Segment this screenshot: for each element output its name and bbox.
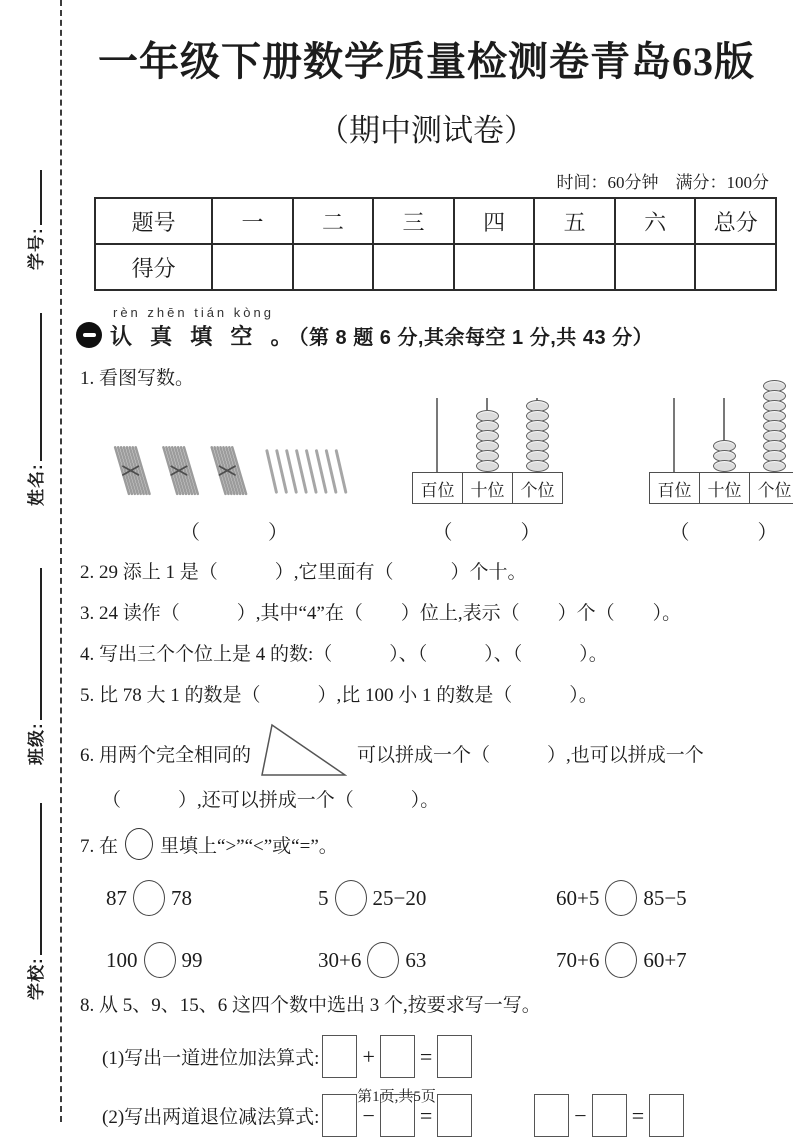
comparison-circle-icon	[335, 880, 367, 916]
question-7: 7. 在 里填上“>”“<”或“=”。 87 78 5 25−20 60+5 85−5 100 99 30+6 63 70+6 60+7	[80, 828, 777, 978]
q7-left-value: 70+6	[556, 947, 600, 972]
q7-right-value: 63	[405, 947, 427, 972]
score-table-corner: 题号	[95, 198, 212, 244]
q1-answer-blank: （ ）	[432, 522, 543, 544]
question-1: 1. 看图写数。	[80, 368, 195, 389]
margin-blank-student-name	[26, 313, 42, 461]
question-6: 6. 用两个完全相同的 可以拼成一个（ ）,也可以拼成一个 （ ）,还可以拼成一个（ ）。	[80, 723, 777, 814]
operator: −	[362, 1102, 375, 1128]
score-cell-empty	[454, 244, 535, 290]
margin-blank-class	[26, 568, 42, 720]
bead-stack	[713, 442, 736, 472]
question-6-line-2: （ ）,还可以拼成一个（ ）。	[102, 790, 440, 811]
q7-comparison-grid	[106, 880, 777, 978]
place-label: 个位	[749, 473, 793, 503]
margin-field-class	[16, 562, 52, 765]
q7-item	[106, 880, 318, 916]
score-table-col: 三	[373, 198, 454, 244]
abacus-1	[412, 398, 563, 504]
q7-right-value: 85−5	[643, 885, 687, 910]
place-label: 十位	[699, 473, 749, 503]
margin-blank-student-id	[26, 170, 42, 225]
place-label: 百位	[657, 480, 692, 500]
q7-right-value: 25−20	[372, 885, 427, 910]
score-table-col: 四	[454, 198, 535, 244]
margin-field-student-id	[16, 158, 52, 270]
equals-sign: =	[419, 1043, 433, 1069]
q7-item	[556, 880, 777, 916]
q7-item	[318, 880, 556, 916]
score-cell-empty	[293, 244, 374, 290]
abacus-rod-hundreds	[649, 398, 699, 472]
score-cell-empty	[534, 244, 615, 290]
exam-page	[76, 0, 792, 1137]
score-table-col: 六	[615, 198, 696, 244]
score-table-col: 一	[212, 198, 293, 244]
q1-abacus-1-block	[412, 398, 563, 545]
page-subtitle: （期中测试卷）	[318, 113, 535, 148]
score-cell-empty	[373, 244, 454, 290]
operator: −	[574, 1102, 587, 1128]
bead	[763, 460, 786, 472]
abacus-rod-ones	[512, 398, 562, 472]
score-row-label: 得分	[95, 244, 212, 290]
section-one-header	[76, 305, 777, 351]
section-one-icon	[76, 322, 102, 348]
score-cell-empty	[695, 244, 776, 290]
comparison-circle-icon	[605, 880, 637, 916]
margin-field-school	[16, 792, 52, 1000]
question-4: 4. 写出三个个位上是 4 的数:（ ）、（ ）、（ ）。	[80, 644, 608, 665]
counting-sticks-image	[110, 432, 360, 504]
abacus-rod-hundreds	[412, 398, 462, 472]
q7-right-value: 60+7	[643, 947, 687, 972]
score-cell-empty	[212, 244, 293, 290]
page-number: 第1页,共5页	[357, 1089, 436, 1105]
section-note: （第 8 题 6 分,其余每空 1 分,共 43 分）	[298, 327, 654, 349]
place-value-labels	[649, 472, 793, 504]
score-table-col: 二	[293, 198, 374, 244]
blank-circle-icon	[125, 828, 153, 860]
place-label: 个位	[512, 473, 562, 503]
score-table	[94, 197, 777, 291]
q1-answer-blank: （ ）	[669, 522, 780, 544]
equation-group	[319, 1035, 475, 1078]
section-title: 认 真 填 空 。	[110, 324, 299, 349]
q1-figures	[110, 398, 792, 545]
q7-left-value: 5	[318, 885, 329, 910]
answer-box	[380, 1035, 415, 1078]
margin-field-student-name	[16, 308, 52, 506]
q7-item	[106, 942, 318, 978]
question-3: 3. 24 读作（ ）,其中“4”在（ ）位上,表示（ ）个（ ）。	[80, 603, 682, 624]
q8-sub1	[102, 1035, 777, 1078]
comparison-circle-icon	[605, 942, 637, 978]
bead-stack	[476, 412, 499, 472]
question-5: 5. 比 78 大 1 的数是（ ）,比 100 小 1 的数是（ ）。	[80, 685, 598, 706]
score-table-header-row	[95, 198, 776, 244]
comparison-circle-icon	[133, 880, 165, 916]
question-2: 2. 29 添上 1 是（ ）,它里面有（ ）个十。	[80, 562, 527, 583]
q7-right-value: 99	[181, 947, 203, 972]
margin-label-class: 班级:	[26, 722, 46, 765]
q7-left-value: 87	[106, 885, 127, 910]
answer-box	[322, 1035, 357, 1078]
margin-blank-school	[26, 803, 42, 955]
abacus-rod-tens	[699, 398, 749, 472]
triangle-image	[261, 723, 347, 777]
fold-dashed-line	[60, 0, 62, 1122]
bead	[526, 460, 549, 472]
operator: +	[362, 1043, 375, 1069]
q7-left-value: 30+6	[318, 947, 362, 972]
place-label: 十位	[462, 473, 512, 503]
equals-sign: =	[419, 1102, 433, 1128]
q7-right-value: 78	[171, 885, 192, 910]
q8-sub1-label: (1)写出一道进位加法算式:	[102, 1048, 320, 1069]
bead-stack	[526, 402, 549, 472]
time-score-line: 时间：60分钟 满分：100分	[556, 173, 769, 192]
q1-answer-blank: （ ）	[180, 522, 290, 544]
abacus-rod-tens	[462, 398, 512, 472]
q1-abacus-2-block	[649, 398, 793, 545]
answer-box	[437, 1035, 472, 1078]
score-cell-empty	[615, 244, 696, 290]
place-label: 百位	[420, 480, 455, 500]
score-table-col: 总分	[695, 198, 776, 244]
rod-line	[436, 398, 438, 472]
q7-left-value: 100	[106, 947, 138, 972]
q8-sub2-label: (2)写出两道退位减法算式:	[102, 1107, 320, 1128]
score-table-col: 五	[534, 198, 615, 244]
q7-left-value: 60+5	[556, 885, 600, 910]
bead	[713, 460, 736, 472]
equals-sign: =	[631, 1102, 645, 1128]
section-pinyin: rèn zhēn tián kòng	[113, 305, 274, 320]
abacus-2	[649, 398, 793, 504]
place-value-labels	[412, 472, 563, 504]
abacus-rods	[649, 398, 793, 472]
bead-stack	[763, 382, 786, 472]
q1-sticks-block	[110, 432, 360, 545]
page-title: 一年级下册数学质量检测卷青岛63版	[98, 39, 755, 84]
abacus-rods	[412, 398, 563, 472]
margin-label-student-id: 学号:	[26, 227, 46, 270]
margin-label-student-name: 姓名:	[26, 463, 46, 506]
margin-label-school: 学校:	[26, 957, 46, 1000]
abacus-rod-ones	[749, 398, 793, 472]
comparison-circle-icon	[144, 942, 176, 978]
comparison-circle-icon	[367, 942, 399, 978]
q7-item	[318, 942, 556, 978]
bead	[476, 460, 499, 472]
question-8: 8. 从 5、9、15、6 这四个数中选出 3 个,按要求写一写。	[80, 995, 541, 1016]
rod-line	[673, 398, 675, 472]
q7-item	[556, 942, 777, 978]
score-table-score-row	[95, 244, 776, 290]
